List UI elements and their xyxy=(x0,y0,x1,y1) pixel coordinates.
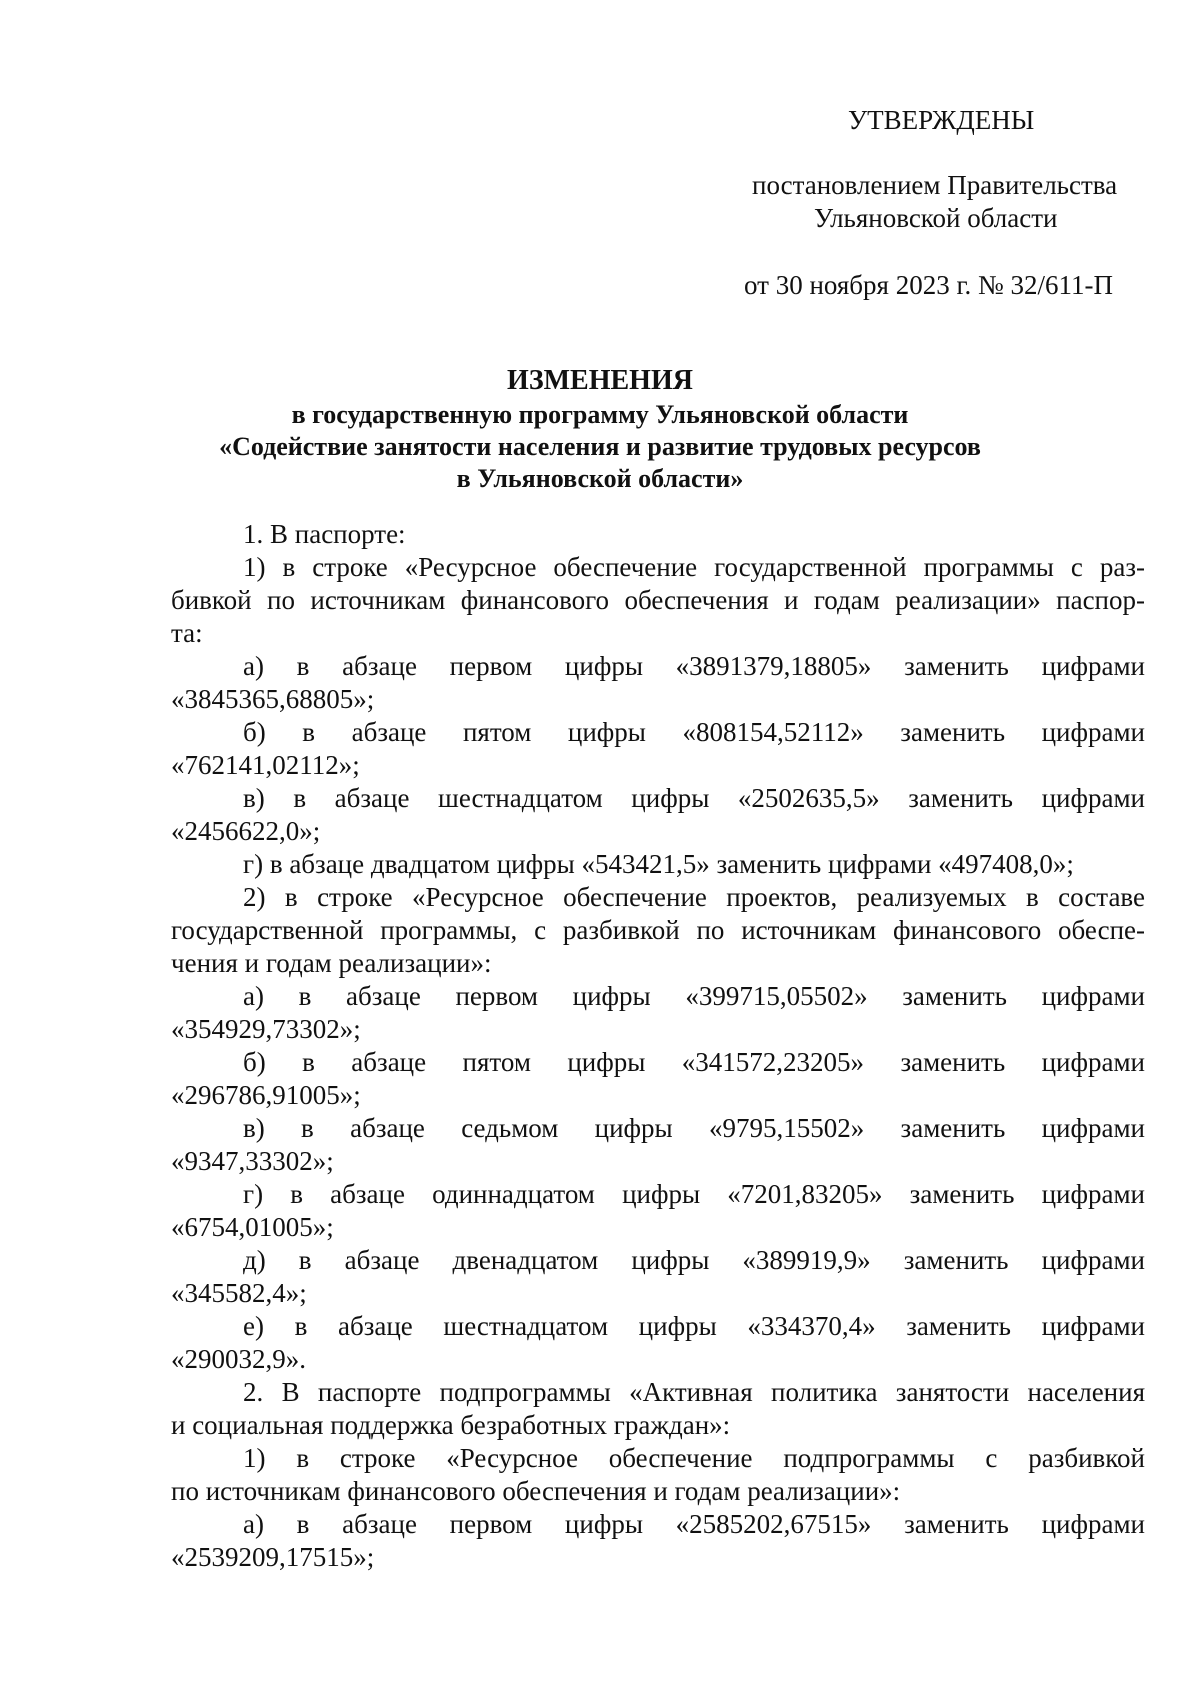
item-1-1-b-line-1: б) в абзаце пятом цифры «808154,52112» заменить цифрами xyxy=(243,717,1145,747)
section-1-heading: 1. В паспорте: xyxy=(243,519,406,549)
item-1-1-a-line-2: «3845365,68805»; xyxy=(171,684,375,714)
item-2-1-a-line-1: а) в абзаце первом цифры «2585202,67515» заменить цифрами xyxy=(243,1509,1145,1539)
item-1-2-g-line-2: «6754,01005»; xyxy=(171,1212,334,1242)
document-body xyxy=(171,518,1145,1574)
item-1-2-line-3: чения и годам реализации»: xyxy=(171,948,492,978)
heading-line-2: «Содействие занятости населения и развитие трудовых ресурсов xyxy=(219,432,981,461)
item-1-2-d-line-1: д) в абзаце двенадцатом цифры «389919,9» заменить цифрами xyxy=(243,1245,1145,1275)
heading-line-3: в Ульяновской области» xyxy=(456,464,744,493)
item-1-1-v-line-1: в) в абзаце шестнадцатом цифры «2502635,5» заменить цифрами xyxy=(243,783,1145,813)
item-2-1-a-line-2: «2539209,17515»; xyxy=(171,1542,375,1572)
item-2-1-line-1: 1) в строке «Ресурсное обеспечение подпрограммы с разбивкой xyxy=(243,1443,1145,1473)
section-2-line-2: и социальная поддержка безработных граждан»: xyxy=(171,1410,731,1440)
item-1-2-v-line-1: в) в абзаце седьмом цифры «9795,15502» заменить цифрами xyxy=(243,1113,1145,1143)
heading-line-1: в государственную программу Ульяновской области xyxy=(291,400,909,429)
item-1-2-a-line-2: «354929,73302»; xyxy=(171,1014,361,1044)
approval-line-2: Ульяновской области xyxy=(814,203,1058,233)
item-1-2-e-line-1: е) в абзаце шестнадцатом цифры «334370,4» заменить цифрами xyxy=(243,1311,1145,1341)
item-1-1-line-3: та: xyxy=(171,618,203,648)
item-1-1-a-line-1: а) в абзаце первом цифры «3891379,18805» заменить цифрами xyxy=(243,651,1145,681)
item-2-1-line-2: по источникам финансового обеспечения и годам реализации»: xyxy=(171,1476,901,1506)
item-1-2-line-2: государственной программы, с разбивкой по источникам финансового обеспе- xyxy=(171,915,1145,945)
item-1-2-b-line-2: «296786,91005»; xyxy=(171,1080,361,1110)
item-1-2-d-line-2: «345582,4»; xyxy=(171,1278,307,1308)
item-1-1-g: г) в абзаце двадцатом цифры «543421,5» заменить цифрами «497408,0»; xyxy=(243,849,1074,879)
item-1-2-e-line-2: «290032,9». xyxy=(171,1344,306,1374)
item-1-1-line-1: 1) в строке «Ресурсное обеспечение государственной программы с раз- xyxy=(243,552,1145,582)
section-2-line-1: 2. В паспорте подпрограммы «Активная политика занятости населения xyxy=(243,1377,1145,1407)
item-1-1-line-2: бивкой по источникам финансового обеспечения и годам реализации» паспор- xyxy=(171,585,1145,615)
item-1-2-a-line-1: а) в абзаце первом цифры «399715,05502» заменить цифрами xyxy=(243,981,1145,1011)
approval-date-line: от 30 ноября 2023 г. № 32/611-П xyxy=(744,270,1113,300)
item-1-2-g-line-1: г) в абзаце одиннадцатом цифры «7201,83205» заменить цифрами xyxy=(243,1179,1145,1209)
item-1-2-v-line-2: «9347,33302»; xyxy=(171,1146,334,1176)
item-1-2-line-1: 2) в строке «Ресурсное обеспечение проектов, реализуемых в составе xyxy=(243,882,1145,912)
item-1-1-v-line-2: «2456622,0»; xyxy=(171,816,321,846)
approval-label: УТВЕРЖДЕНЫ xyxy=(848,105,1035,135)
document-title: ИЗМЕНЕНИЯ xyxy=(507,365,693,396)
item-1-2-b-line-1: б) в абзаце пятом цифры «341572,23205» заменить цифрами xyxy=(243,1047,1145,1077)
item-1-1-b-line-2: «762141,02112»; xyxy=(171,750,360,780)
approval-line-1: постановлением Правительства xyxy=(752,170,1118,200)
